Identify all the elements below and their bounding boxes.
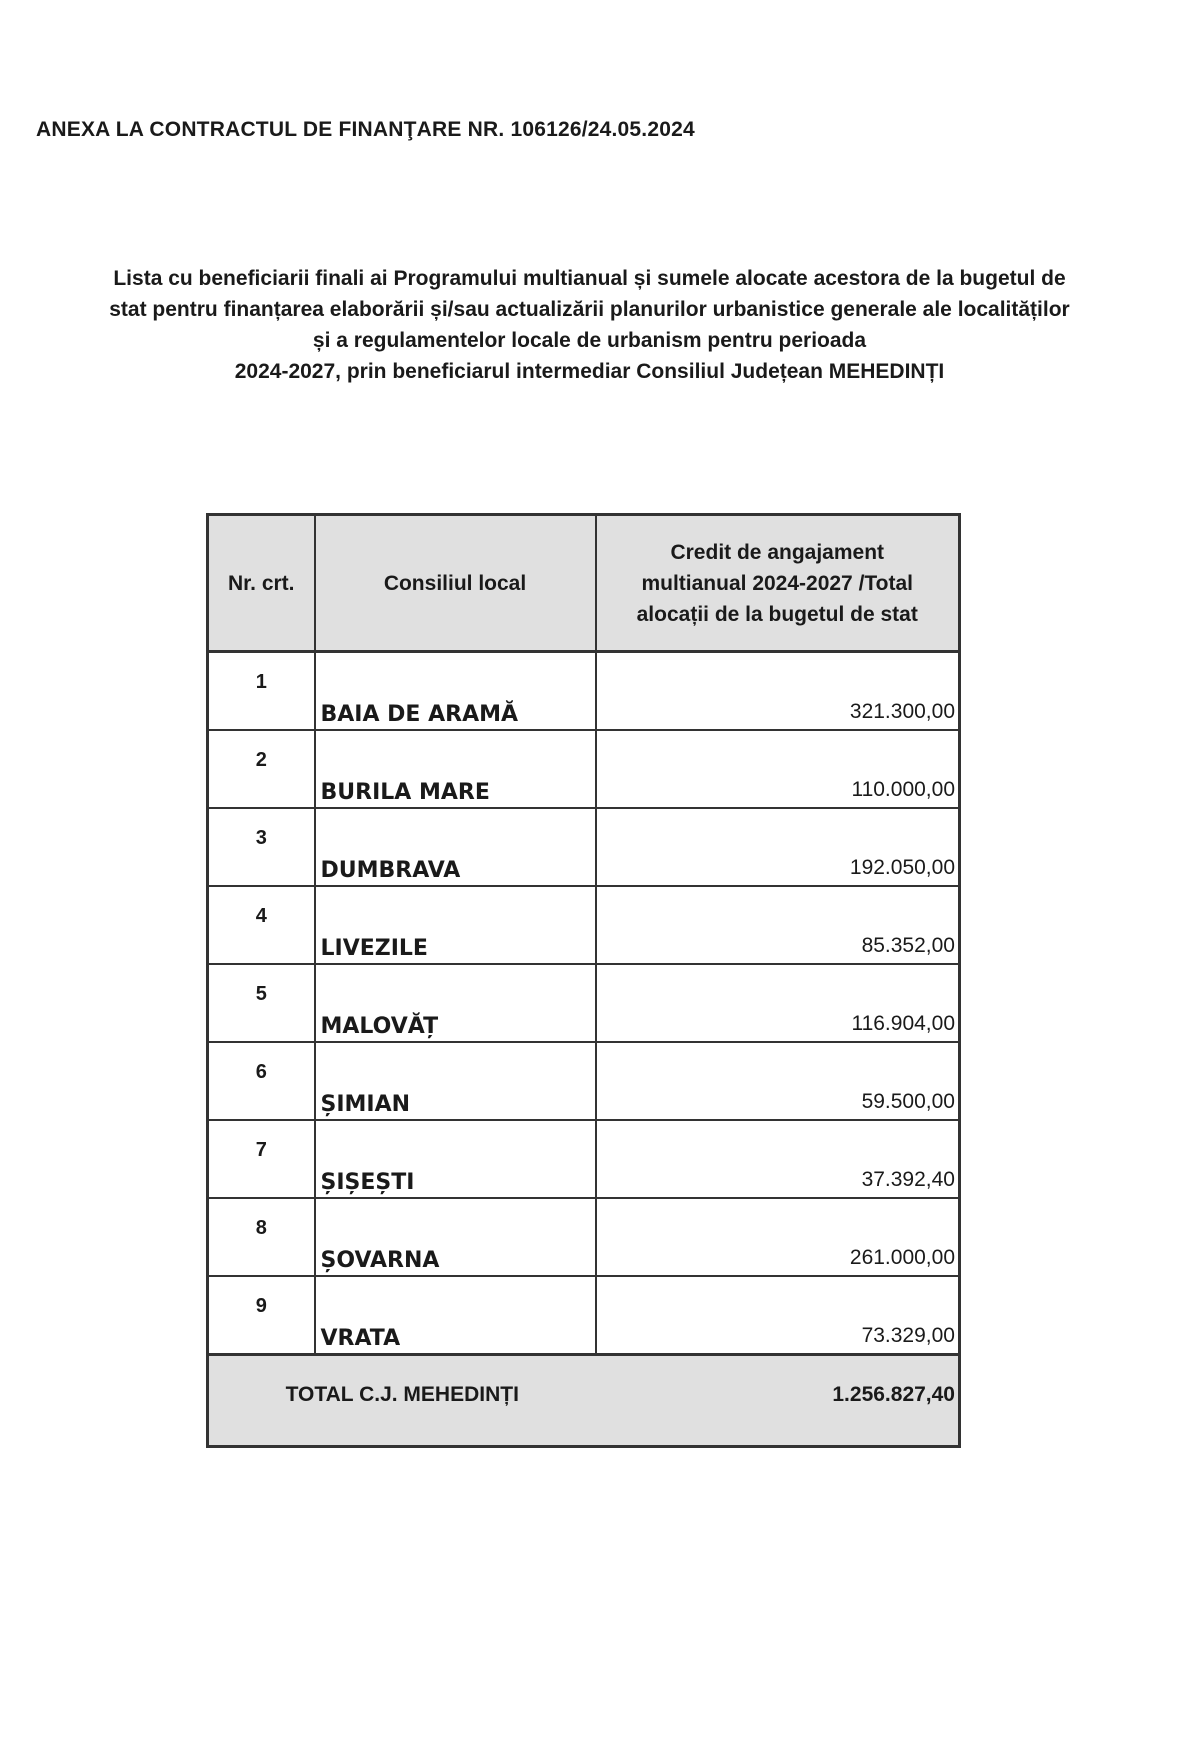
beneficiaries-table-container — [206, 513, 958, 1448]
row-council: LIVEZILE — [315, 886, 596, 964]
intro-line: 2024-2027, prin beneficiarul intermediar Consiliul Județean MEHEDINȚI — [234, 360, 945, 383]
table-row — [208, 652, 960, 731]
row-amount: 261.000,00 — [596, 1198, 960, 1276]
row-council: VRATA — [315, 1276, 596, 1355]
header-nr: Nr. crt. — [208, 515, 315, 652]
header-credit-line: Credit de angajament — [670, 540, 885, 564]
row-council: BAIA DE ARAMĂ — [315, 652, 596, 731]
table-total-row — [208, 1355, 960, 1447]
total-label: TOTAL C.J. MEHEDINȚI — [208, 1355, 596, 1447]
beneficiaries-table — [206, 513, 961, 1448]
table-row — [208, 1042, 960, 1120]
row-amount: 192.050,00 — [596, 808, 960, 886]
row-amount: 110.000,00 — [596, 730, 960, 808]
table-row — [208, 1120, 960, 1198]
row-amount: 85.352,00 — [596, 886, 960, 964]
row-nr: 1 — [208, 652, 315, 731]
header-council: Consiliul local — [315, 515, 596, 652]
intro-line: și a regulamentelor locale de urbanism pentru perioada — [312, 329, 867, 352]
row-council: ȘOVARNA — [315, 1198, 596, 1276]
table-header-row — [208, 515, 960, 652]
intro-line: stat pentru finanțarea elaborării și/sau actualizării planurilor urbanistice generale ale localităților — [109, 298, 1070, 321]
document-intro — [30, 263, 1149, 387]
row-nr: 8 — [208, 1198, 315, 1276]
row-nr: 6 — [208, 1042, 315, 1120]
table-row — [208, 886, 960, 964]
document-heading: ANEXA LA CONTRACTUL DE FINANŢARE NR. 106126/24.05.2024 — [36, 118, 695, 141]
row-amount: 321.300,00 — [596, 652, 960, 731]
row-amount: 59.500,00 — [596, 1042, 960, 1120]
header-credit-line: alocații de la bugetul de stat — [636, 602, 918, 626]
row-nr: 3 — [208, 808, 315, 886]
intro-line: Lista cu beneficiarii finali ai Programului multianual și sumele alocate acestora de la bugetul de — [113, 267, 1066, 290]
row-nr: 7 — [208, 1120, 315, 1198]
row-amount: 73.329,00 — [596, 1276, 960, 1355]
row-nr: 2 — [208, 730, 315, 808]
header-credit — [596, 515, 960, 652]
row-amount: 116.904,00 — [596, 964, 960, 1042]
table-row — [208, 808, 960, 886]
table-row — [208, 730, 960, 808]
header-credit-line: multianual 2024-2027 /Total — [641, 571, 914, 595]
row-council: MALOVĂȚ — [315, 964, 596, 1042]
table-row — [208, 1198, 960, 1276]
table-row — [208, 1276, 960, 1355]
table-row — [208, 964, 960, 1042]
row-council: DUMBRAVA — [315, 808, 596, 886]
row-council: ȘIȘEȘTI — [315, 1120, 596, 1198]
row-council: BURILA MARE — [315, 730, 596, 808]
row-nr: 4 — [208, 886, 315, 964]
total-value: 1.256.827,40 — [596, 1355, 960, 1447]
row-amount: 37.392,40 — [596, 1120, 960, 1198]
row-nr: 5 — [208, 964, 315, 1042]
row-council: ȘIMIAN — [315, 1042, 596, 1120]
row-nr: 9 — [208, 1276, 315, 1355]
